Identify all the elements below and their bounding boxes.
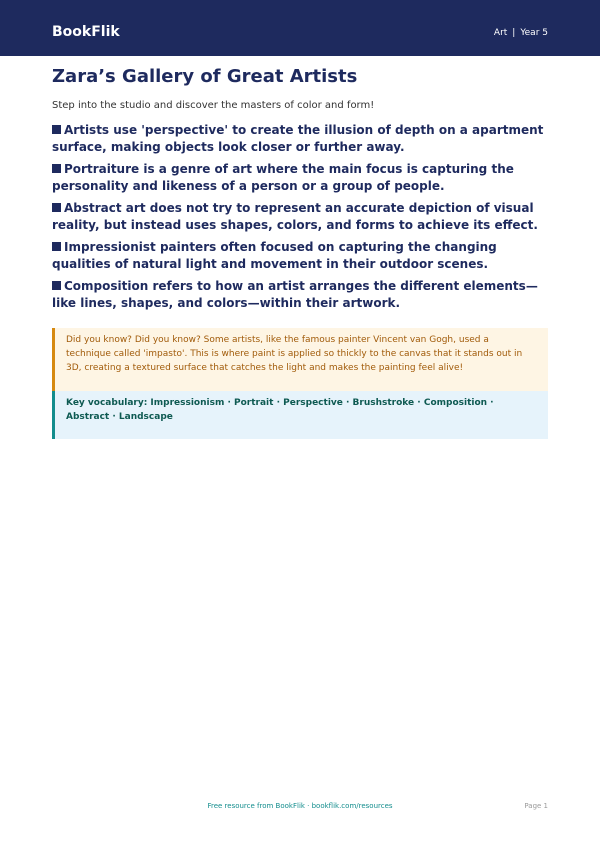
key-vocabulary-box: Key vocabulary: Impressionism · Portrait · Perspective · Brushstroke · Composition · Abstract · Landscape [52,391,548,439]
square-bullet-icon [52,242,61,251]
fact-text: Artists use 'perspective' to create the illusion of depth on a apartment surface, making objects look closer or further away. [52,123,544,154]
breadcrumb-year: Year 5 [520,28,548,38]
fact-item [52,239,548,273]
fact-text: Portraiture is a genre of art where the main focus is capturing the personality and likeness of a person or a group of people. [52,162,514,193]
square-bullet-icon [52,164,61,173]
square-bullet-icon [52,125,61,134]
page-number: Page 1 [524,802,548,810]
intro-text: Step into the studio and discover the masters of color and form! [52,100,375,111]
breadcrumb [494,28,548,38]
fact-item [52,278,548,312]
top-header-bar [0,0,600,56]
footer-link[interactable]: Free resource from BookFlik · bookflik.com/resources [207,802,393,810]
info-callout [52,328,548,439]
square-bullet-icon [52,281,61,290]
fact-item [52,161,548,195]
breadcrumb-separator: | [512,28,516,38]
page-title: Zara’s Gallery of Great Artists [52,66,358,87]
fact-text: Abstract art does not try to represent an accurate depiction of visual reality, but instead uses shapes, colors, and forms to achieve its effect. [52,201,538,232]
fact-text: Impressionist painters often focused on capturing the changing qualities of natural light and movement in their outdoor scenes. [52,240,497,271]
did-you-know-box: Did you know? Did you know? Some artists, like the famous painter Vincent van Gogh, used a technique called 'impasto'. This is where paint is applied so thickly to the canvas that it stands out in 3D, creating a textured surface that catches the light and makes the painting feel alive! [52,328,548,391]
fact-item [52,200,548,234]
square-bullet-icon [52,203,61,212]
fact-item [52,122,548,156]
breadcrumb-subject: Art [493,28,508,38]
fact-list [52,122,548,317]
fact-text: Composition refers to how an artist arranges the different elements—like lines, shapes, and colors—within their artwork. [52,279,538,310]
brand-logo[interactable]: BookFlik [52,24,120,40]
